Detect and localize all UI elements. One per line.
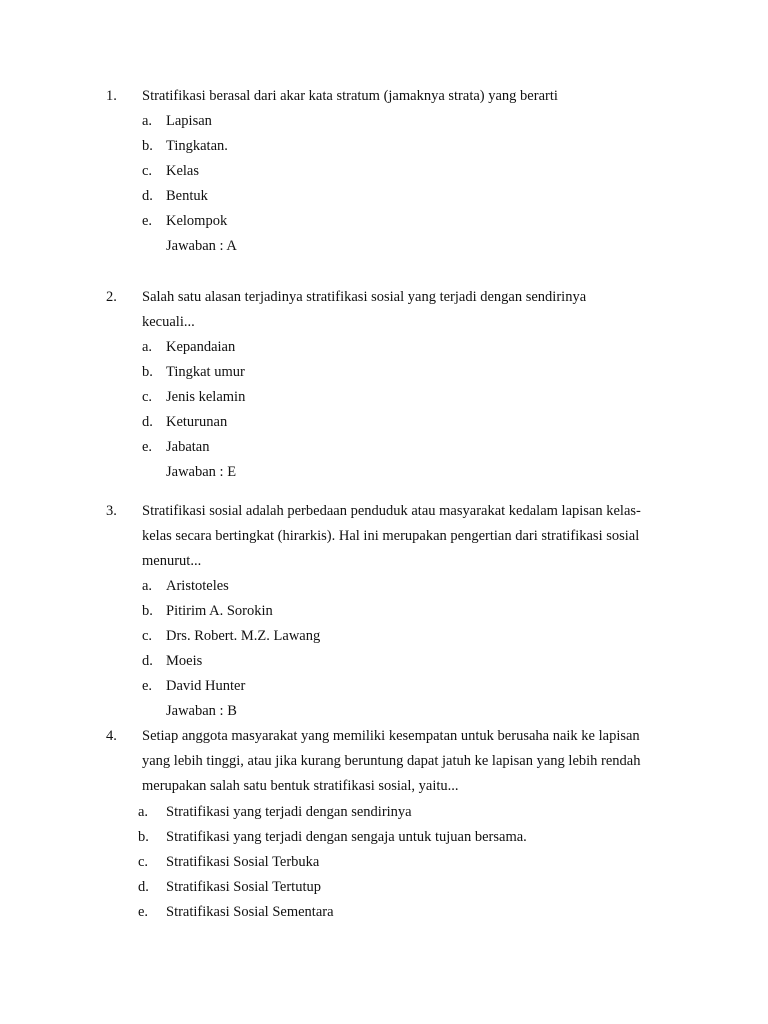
option-a — [0, 335, 768, 360]
option-letter: a. — [142, 578, 153, 594]
option-b — [0, 134, 768, 159]
question-line: kecuali... — [142, 314, 195, 330]
option-text: Aristoteles — [166, 578, 229, 594]
option-letter: e. — [142, 439, 153, 455]
option-d — [0, 875, 768, 900]
answer-key: Jawaban : E — [166, 464, 237, 480]
option-letter: c. — [142, 163, 153, 179]
question-number: 2. — [106, 289, 117, 305]
option-letter: d. — [142, 653, 153, 669]
option-text: Moeis — [166, 653, 203, 669]
question-line: Salah satu alasan terjadinya stratifikasi sosial yang terjadi dengan sendirinya — [142, 289, 587, 305]
option-text: Jenis kelamin — [166, 389, 246, 405]
option-text: Kelompok — [166, 213, 228, 229]
option-letter: b. — [142, 138, 153, 154]
option-text: Keturunan — [166, 414, 228, 430]
option-e — [0, 209, 768, 234]
option-letter: c. — [142, 389, 153, 405]
option-text: Jabatan — [166, 439, 210, 455]
option-c — [0, 385, 768, 410]
option-letter: e. — [142, 213, 153, 229]
option-letter: c. — [142, 628, 153, 644]
option-letter: d. — [142, 188, 153, 204]
answer-key: Jawaban : A — [166, 238, 237, 254]
question-number: 1. — [106, 88, 117, 104]
option-e — [0, 900, 768, 925]
option-letter: c. — [138, 854, 149, 870]
option-letter: e. — [138, 904, 149, 920]
option-letter: e. — [142, 678, 153, 694]
option-a — [0, 800, 768, 825]
question-line: Stratifikasi berasal dari akar kata stratum (jamaknya strata) yang berarti — [142, 88, 558, 104]
question-text — [142, 84, 682, 109]
option-text: Stratifikasi yang terjadi dengan sendirinya — [166, 804, 412, 820]
option-letter: b. — [138, 829, 149, 845]
option-text: David Hunter — [166, 678, 246, 694]
option-letter: d. — [142, 414, 153, 430]
question-line: yang lebih tinggi, atau jika kurang beruntung dapat jatuh ke lapisan yang lebih rendah — [142, 753, 641, 769]
option-letter: b. — [142, 364, 153, 380]
option-text: Kepandaian — [166, 339, 236, 355]
option-e — [0, 435, 768, 460]
option-letter: a. — [142, 339, 153, 355]
option-text: Lapisan — [166, 113, 212, 129]
option-b — [0, 360, 768, 385]
question-text — [142, 285, 682, 335]
option-text: Stratifikasi yang terjadi dengan sengaja untuk tujuan bersama. — [166, 829, 527, 845]
option-letter: a. — [142, 113, 153, 129]
option-text: Stratifikasi Sosial Sementara — [166, 904, 334, 920]
option-a — [0, 109, 768, 134]
option-text: Drs. Robert. M.Z. Lawang — [166, 628, 321, 644]
option-c — [0, 624, 768, 649]
question-number: 3. — [106, 503, 117, 519]
answer-key: Jawaban : B — [166, 703, 237, 719]
option-c — [0, 850, 768, 875]
option-text: Kelas — [166, 163, 200, 179]
question-line: menurut... — [142, 553, 202, 569]
option-text: Pitirim A. Sorokin — [166, 603, 273, 619]
option-text: Bentuk — [166, 188, 208, 204]
option-text: Stratifikasi Sosial Tertutup — [166, 879, 321, 895]
option-text: Stratifikasi Sosial Terbuka — [166, 854, 320, 870]
question-number: 4. — [106, 728, 117, 744]
option-letter: a. — [138, 804, 149, 820]
option-d — [0, 410, 768, 435]
option-c — [0, 159, 768, 184]
question-line: merupakan salah satu bentuk stratifikasi sosial, yaitu... — [142, 778, 459, 794]
option-b — [0, 599, 768, 624]
option-d — [0, 184, 768, 209]
question-line: Stratifikasi sosial adalah perbedaan penduduk atau masyarakat kedalam lapisan kelas- — [142, 503, 641, 519]
option-text: Tingkat umur — [166, 364, 245, 380]
option-b — [0, 825, 768, 850]
question-line: Setiap anggota masyarakat yang memiliki kesempatan untuk berusaha naik ke lapisan — [142, 728, 640, 744]
option-d — [0, 649, 768, 674]
option-letter: b. — [142, 603, 153, 619]
option-text: Tingkatan. — [166, 138, 228, 154]
option-letter: d. — [138, 879, 149, 895]
option-e — [0, 674, 768, 699]
question-text — [142, 724, 682, 799]
option-a — [0, 574, 768, 599]
question-line: kelas secara bertingkat (hirarkis). Hal ini merupakan pengertian dari stratifikasi sosial — [142, 528, 640, 544]
question-text — [142, 499, 682, 574]
